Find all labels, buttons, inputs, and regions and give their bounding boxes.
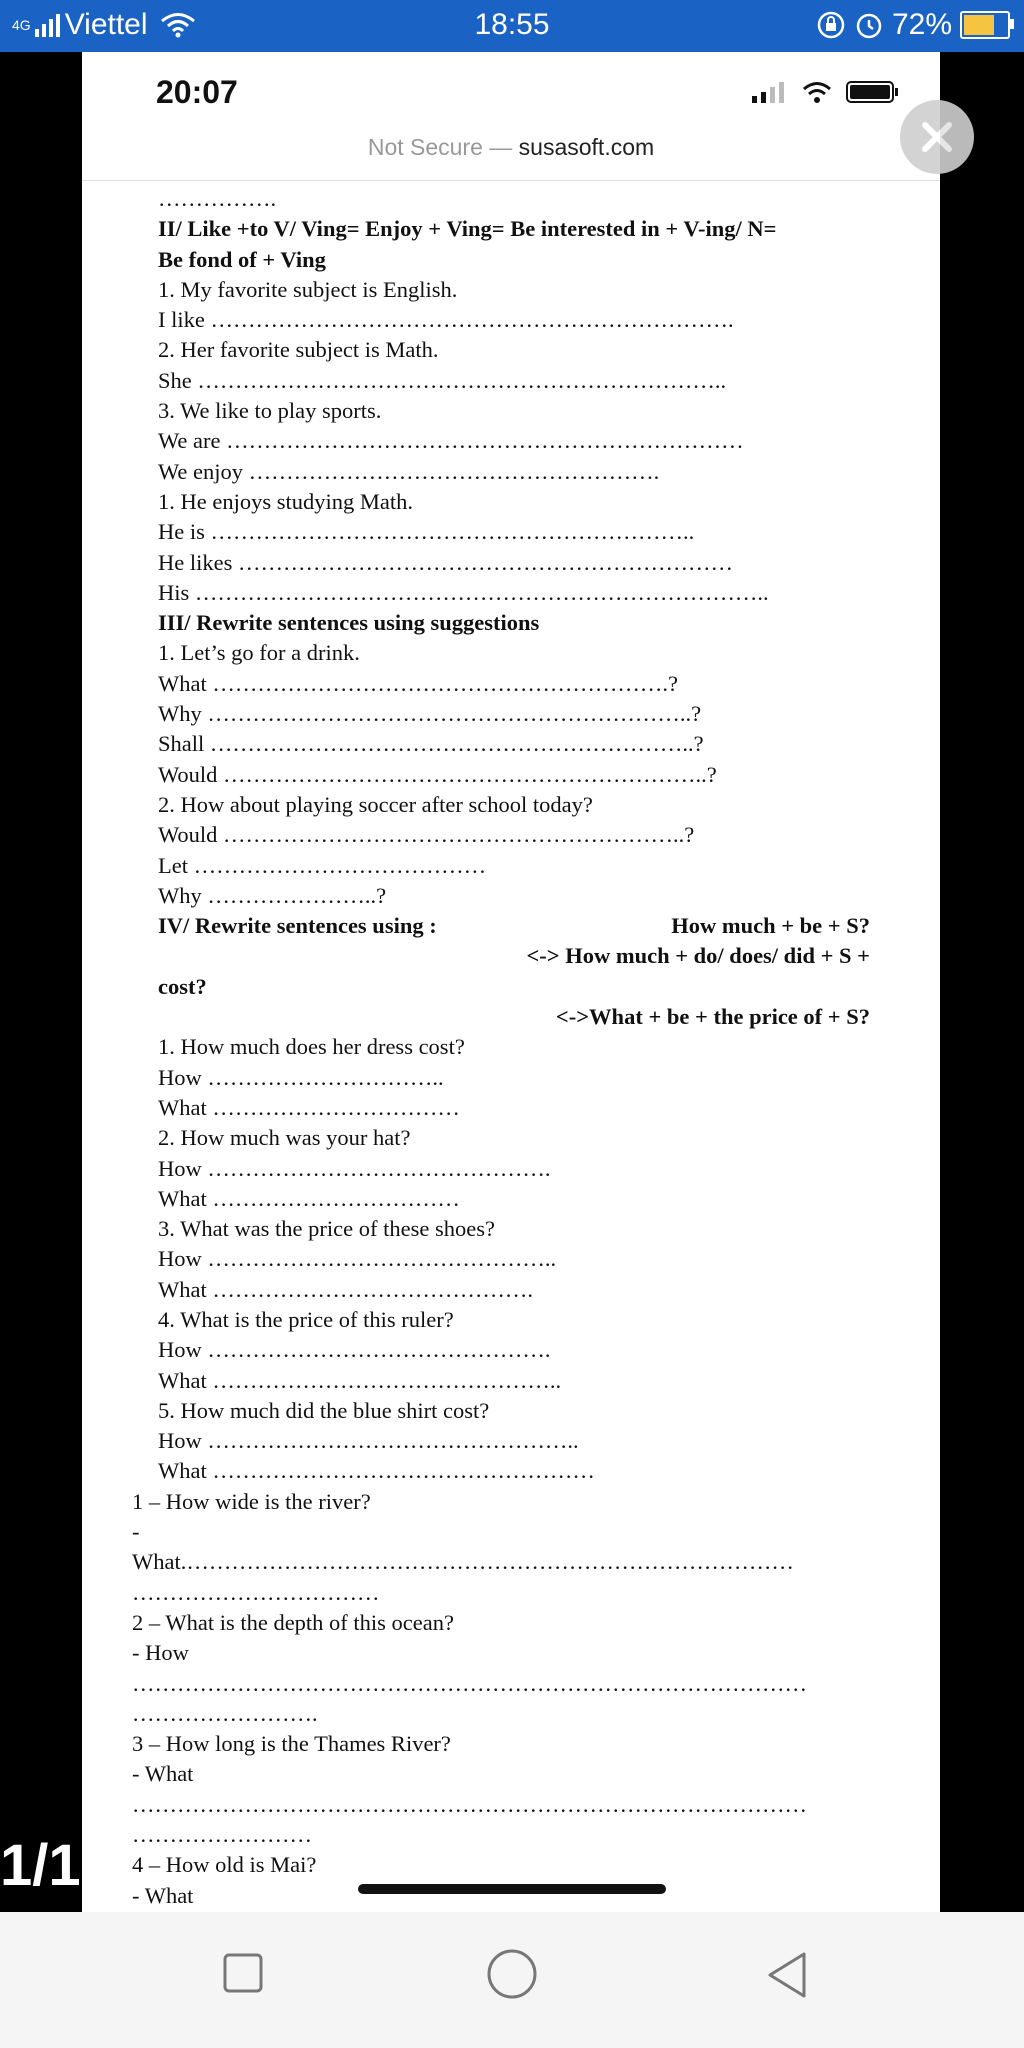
worksheet-line-text: - What bbox=[132, 1882, 194, 1908]
worksheet-line bbox=[158, 1032, 918, 1062]
worksheet-line bbox=[158, 335, 918, 365]
divider bbox=[82, 180, 940, 181]
circle-icon bbox=[486, 1948, 538, 2000]
worksheet-line-text: 5. How much did the blue shirt cost? bbox=[158, 1397, 490, 1423]
close-button[interactable] bbox=[900, 100, 974, 174]
worksheet-line bbox=[158, 1305, 918, 1335]
worksheet-line-text: What …………………………… bbox=[158, 1185, 460, 1211]
worksheet-line bbox=[158, 851, 918, 881]
worksheet-line-text: What.……………………………………………………………………… bbox=[132, 1549, 794, 1575]
worksheet-line-text: 2. How about playing soccer after school today? bbox=[158, 791, 593, 817]
worksheet-line bbox=[132, 1790, 918, 1820]
worksheet-line-text: He likes ………………………………………………………… bbox=[158, 549, 733, 575]
worksheet-line bbox=[158, 1093, 918, 1123]
worksheet-line-text: - What bbox=[132, 1761, 194, 1787]
worksheet-line-text: cost? bbox=[158, 973, 207, 999]
worksheet-line-text: We are …………………………………………………………… bbox=[158, 428, 744, 454]
recent-apps-button[interactable] bbox=[222, 1952, 264, 1999]
square-icon bbox=[222, 1952, 264, 1994]
worksheet-line bbox=[158, 1123, 918, 1153]
worksheet-line bbox=[158, 1184, 918, 1214]
worksheet-line bbox=[158, 184, 918, 214]
battery-icon bbox=[960, 11, 1010, 39]
alarm-icon bbox=[854, 10, 884, 40]
worksheet-line bbox=[158, 245, 918, 275]
worksheet-line bbox=[158, 1214, 918, 1244]
battery-percent: 72% bbox=[891, 8, 952, 41]
network-type: 4G bbox=[12, 17, 31, 33]
worksheet-line-text: III/ Rewrite sentences using suggestions bbox=[158, 610, 540, 636]
url-host: susasoft.com bbox=[518, 134, 655, 160]
worksheet-line bbox=[132, 1578, 918, 1608]
inner-signal-icon bbox=[752, 81, 788, 103]
worksheet-line-text: 2. How much was your hat? bbox=[158, 1125, 411, 1151]
worksheet-line bbox=[158, 972, 918, 1002]
worksheet-line bbox=[158, 457, 918, 487]
status-time: 18:55 bbox=[474, 8, 550, 41]
worksheet-line bbox=[158, 366, 918, 396]
worksheet-line-text: II/ Like +to V/ Ving= Enjoy + Ving= Be interested in + V-ing/ N= bbox=[158, 216, 777, 242]
worksheet-formula: <-> How much + do/ does/ did + S + bbox=[526, 943, 870, 969]
navigation-bar bbox=[0, 1912, 1024, 2048]
worksheet-line-text: How ………………………….. bbox=[158, 1064, 444, 1090]
worksheet-line-text: …………………………… bbox=[132, 1579, 380, 1605]
worksheet-line-text: IV/ Rewrite sentences using : bbox=[158, 913, 437, 939]
browser-url-bar[interactable] bbox=[82, 134, 940, 161]
worksheet-line-text: How ………………………………………. bbox=[158, 1337, 551, 1363]
worksheet-line-text: His ………………………………………………………………….. bbox=[158, 579, 769, 605]
worksheet-line-text: ……………………………………………………………………………… bbox=[132, 1670, 807, 1696]
worksheet-line bbox=[158, 1063, 918, 1093]
worksheet-line-text: What …………………………………………… bbox=[158, 1458, 595, 1484]
worksheet-line-text: - bbox=[132, 1519, 140, 1545]
worksheet-line bbox=[132, 1517, 918, 1547]
worksheet-line bbox=[158, 729, 918, 759]
inner-battery-icon bbox=[846, 80, 900, 104]
worksheet-line-text: 1 – How wide is the river? bbox=[132, 1488, 371, 1514]
worksheet-line bbox=[158, 275, 918, 305]
worksheet-line-text: 1. Let’s go for a drink. bbox=[158, 640, 360, 666]
worksheet-line bbox=[158, 760, 918, 790]
worksheet-line-text: How ………………………………………. bbox=[158, 1155, 551, 1181]
worksheet-line-text: Would ……………………………………………………..? bbox=[158, 822, 695, 848]
worksheet-line-text: 2 – What is the depth of this ocean? bbox=[132, 1609, 454, 1635]
worksheet-line-text: Shall ………………………………………………………..? bbox=[158, 731, 704, 757]
worksheet-line bbox=[158, 911, 918, 941]
worksheet-line-text: Be fond of + Ving bbox=[158, 246, 326, 272]
worksheet-line-text: Why ………………………………………………………..? bbox=[158, 701, 702, 727]
worksheet-line bbox=[158, 1366, 918, 1396]
worksheet-line bbox=[132, 1850, 918, 1880]
home-button[interactable] bbox=[486, 1948, 538, 2005]
worksheet-line bbox=[158, 881, 918, 911]
worksheet-line-text: ……………………. bbox=[132, 1700, 318, 1726]
worksheet-line bbox=[158, 608, 918, 638]
worksheet-line bbox=[158, 548, 918, 578]
worksheet-line-text: Why …………………..? bbox=[158, 882, 387, 908]
status-bar bbox=[0, 0, 1024, 52]
worksheet-line bbox=[132, 1487, 918, 1517]
worksheet-line bbox=[158, 517, 918, 547]
worksheet-line-text: 3. We like to play sports. bbox=[158, 398, 382, 424]
close-icon bbox=[917, 117, 957, 157]
worksheet-line-text: …………………… bbox=[132, 1822, 312, 1848]
worksheet-line-text: Let ………………………………… bbox=[158, 852, 487, 878]
worksheet-line bbox=[158, 1335, 918, 1365]
worksheet-line-text: How ………………………………………….. bbox=[158, 1428, 579, 1454]
worksheet-line-text: 3. What was the price of these shoes? bbox=[158, 1216, 495, 1242]
worksheet-line-text: Would ………………………………………………………..? bbox=[158, 761, 717, 787]
worksheet-content bbox=[132, 184, 918, 1911]
worksheet-line bbox=[158, 578, 918, 608]
worksheet-line bbox=[158, 487, 918, 517]
worksheet-line bbox=[158, 1275, 918, 1305]
worksheet-formula: How much + be + S? bbox=[671, 913, 870, 939]
worksheet-line-text: 1. My favorite subject is English. bbox=[158, 276, 458, 302]
worksheet-formula: <->What + be + the price of + S? bbox=[555, 1004, 870, 1030]
worksheet-line bbox=[158, 699, 918, 729]
worksheet-line bbox=[158, 1426, 918, 1456]
worksheet-line-text: 1. He enjoys studying Math. bbox=[158, 488, 413, 514]
worksheet-line-text: - How bbox=[132, 1640, 189, 1666]
worksheet-line bbox=[132, 1547, 918, 1577]
worksheet-line-text: What …………………………………………………….? bbox=[158, 670, 678, 696]
worksheet-line-text: He is ……………………………………………………….. bbox=[158, 519, 695, 545]
worksheet-line bbox=[158, 305, 918, 335]
worksheet-line-text: We enjoy ………………………………………………. bbox=[158, 458, 660, 484]
worksheet-line bbox=[158, 820, 918, 850]
worksheet-line bbox=[158, 1002, 918, 1032]
worksheet-line bbox=[132, 1759, 918, 1789]
worksheet-line-text: What ……………………………………. bbox=[158, 1276, 533, 1302]
worksheet-line-text: What ……………………………………….. bbox=[158, 1367, 562, 1393]
worksheet-line bbox=[132, 1669, 918, 1699]
worksheet-line-text: ……………. bbox=[158, 186, 277, 211]
worksheet-line bbox=[158, 790, 918, 820]
worksheet-line bbox=[158, 1154, 918, 1184]
worksheet-line bbox=[158, 214, 918, 244]
worksheet-line-text: What …………………………… bbox=[158, 1094, 460, 1120]
back-button[interactable] bbox=[764, 1950, 810, 2005]
carrier-name: Viettel bbox=[64, 8, 148, 41]
worksheet-line-text: 4 – How old is Mai? bbox=[132, 1852, 317, 1878]
inner-wifi-icon bbox=[802, 81, 832, 103]
status-right bbox=[816, 8, 1010, 42]
worksheet-line bbox=[132, 1820, 918, 1850]
triangle-back-icon bbox=[764, 1950, 810, 2000]
worksheet-line bbox=[158, 941, 918, 971]
inner-status-bar bbox=[82, 52, 940, 192]
url-security-label: Not Secure — bbox=[367, 134, 519, 160]
worksheet-line bbox=[158, 1244, 918, 1274]
page-indicator: 1/1 bbox=[0, 1833, 81, 1898]
worksheet-line bbox=[132, 1729, 918, 1759]
worksheet-line bbox=[158, 426, 918, 456]
rotation-lock-icon bbox=[816, 10, 846, 40]
worksheet-line-text: 4. What is the price of this ruler? bbox=[158, 1306, 454, 1332]
worksheet-line-text: She …………………………………………………………….. bbox=[158, 367, 727, 393]
document-screenshot bbox=[82, 52, 940, 1912]
worksheet-line bbox=[158, 396, 918, 426]
worksheet-line bbox=[158, 638, 918, 668]
worksheet-line-text: ……………………………………………………………………………… bbox=[132, 1791, 807, 1817]
worksheet-line-text: 3 – How long is the Thames River? bbox=[132, 1731, 451, 1757]
worksheet-line-text: I like ……………………………………………………………. bbox=[158, 307, 734, 333]
inner-status-icons bbox=[752, 80, 900, 104]
worksheet-line-text: How ……………………………………….. bbox=[158, 1246, 557, 1272]
worksheet-line bbox=[158, 1456, 918, 1486]
worksheet-line bbox=[158, 669, 918, 699]
worksheet-line-text: 1. How much does her dress cost? bbox=[158, 1034, 465, 1060]
worksheet-line bbox=[132, 1699, 918, 1729]
worksheet-line bbox=[158, 1396, 918, 1426]
worksheet-line bbox=[132, 1638, 918, 1668]
inner-time: 20:07 bbox=[156, 74, 238, 110]
home-indicator bbox=[358, 1884, 666, 1894]
worksheet-line bbox=[132, 1608, 918, 1638]
worksheet-line-text: 2. Her favorite subject is Math. bbox=[158, 337, 439, 363]
